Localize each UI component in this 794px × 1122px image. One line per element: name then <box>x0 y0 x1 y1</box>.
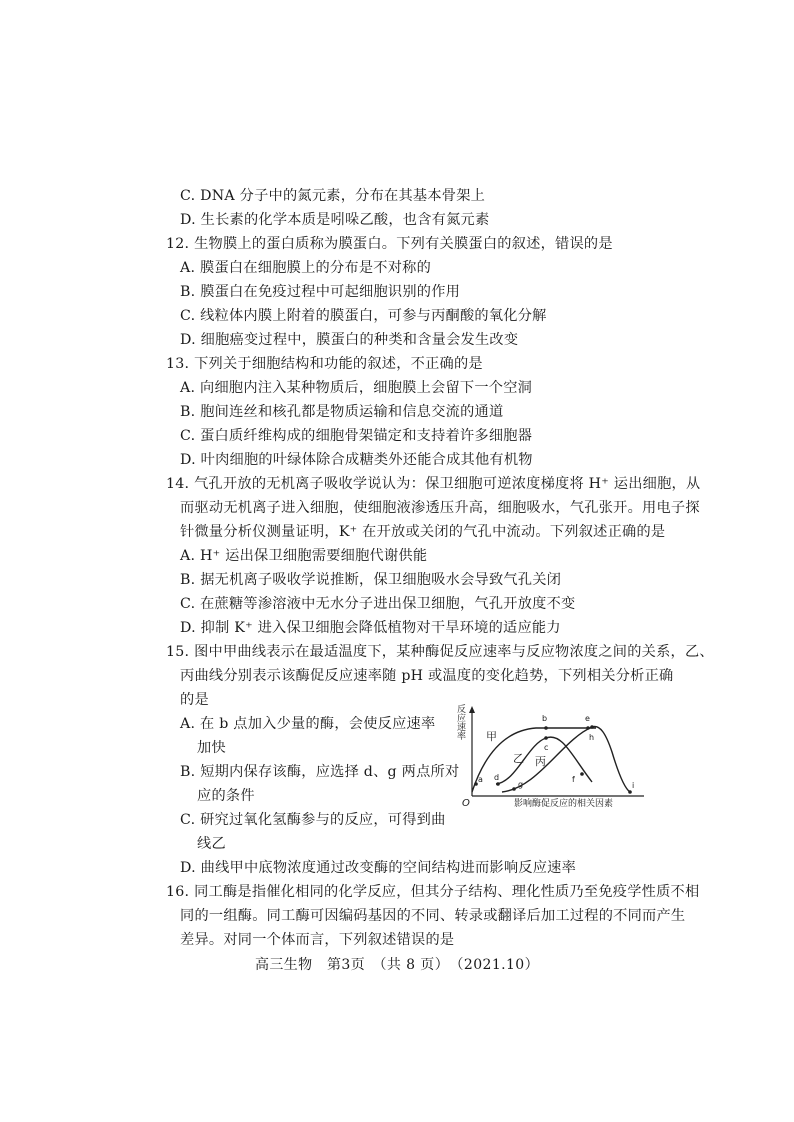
point-c-label: c <box>544 743 549 752</box>
q15-stem-line2: 丙曲线分别表示该酶促反应速率随 pH 或温度的变化趋势，下列相关分析正确 <box>180 668 674 684</box>
y-axis-label: 反应速率 <box>455 704 465 740</box>
point-i-label: i <box>632 781 635 790</box>
point-d-marker <box>496 782 500 786</box>
q15-option-a: A. 在 b 点加入少量的酶，会使反应速率 <box>180 716 436 732</box>
q11-option-d: D. 生长素的化学本质是吲哚乙酸，也含有氮元素 <box>180 212 490 228</box>
point-c-marker <box>544 736 548 740</box>
q14-stem-line1: 14. 气孔开放的无机离子吸收学说认为：保卫细胞可逆浓度梯度将 H⁺ 运出细胞，从 <box>166 476 701 492</box>
point-i-marker <box>628 790 632 794</box>
point-g-label: g <box>518 780 524 789</box>
q12-option-d: D. 细胞癌变过程中，膜蛋白的种类和含量会发生改变 <box>180 332 519 348</box>
q16-stem-line2: 同的一组酶。同工酶可因编码基因的不同、转录或翻译后加工过程的不同而产生 <box>180 908 686 924</box>
q15-option-b: B. 短期内保存该酶，应选择 d、g 两点所对 <box>180 764 460 780</box>
origin-label: O <box>462 798 470 809</box>
q14-option-a: A. H⁺ 运出保卫细胞需要细胞代谢供能 <box>180 548 428 564</box>
q14-option-c: C. 在蔗糖等渗溶液中无水分子进出保卫细胞，气孔开放度不变 <box>180 596 576 612</box>
y-axis-arrow <box>469 706 475 713</box>
x-axis-label: 影响酶促反应的相关因素 <box>514 799 614 809</box>
q15-option-b-cont: 应的条件 <box>197 788 255 804</box>
point-b-label: b <box>542 714 548 723</box>
q14-stem-line3: 针微量分析仪测量证明，K⁺ 在开放或关闭的气孔中流动。下列叙述正确的是 <box>180 524 666 540</box>
point-h-marker <box>590 725 594 729</box>
q14-option-b: B. 据无机离子吸收学说推断，保卫细胞吸水会导致气孔关闭 <box>180 572 562 588</box>
q13-option-c: C. 蛋白质纤维构成的细胞骨架锚定和支持着许多细胞器 <box>180 428 533 444</box>
q14-stem-line2: 而驱动无机离子进入细胞，使细胞液渗透压升高，细胞吸水，气孔张开。用电子探 <box>180 500 700 516</box>
curve-label-bing: 丙 <box>535 755 546 768</box>
q15-option-d: D. 曲线甲中底物浓度通过改变酶的空间结构进而影响反应速率 <box>180 860 577 876</box>
point-f-marker <box>580 772 584 776</box>
q14-option-d: D. 抑制 K⁺ 进入保卫细胞会降低植物对干旱环境的适应能力 <box>180 620 561 636</box>
point-f-label: f <box>572 775 575 784</box>
q13-stem: 13. 下列关于细胞结构和功能的叙述，不正确的是 <box>166 356 483 372</box>
q15-stem-line1: 15. 图中甲曲线表示在最适温度下，某种酶促反应速率与反应物浓度之间的关系，乙、 <box>166 644 714 660</box>
q12-stem: 12. 生物膜上的蛋白质称为膜蛋白。下列有关膜蛋白的叙述，错误的是 <box>166 236 613 252</box>
curve-label-yi: 乙 <box>513 752 524 765</box>
q15-option-c: C. 研究过氧化氢酶参与的反应，可得到曲 <box>180 812 446 828</box>
enzyme-rate-figure <box>455 700 672 812</box>
point-e-label: e <box>585 714 590 723</box>
q15-stem-line3: 的是 <box>180 692 209 708</box>
q15-option-c-cont: 线乙 <box>197 836 226 852</box>
point-h-label: h <box>589 733 595 742</box>
q11-option-c: C. DNA 分子中的氮元素，分布在其基本骨架上 <box>180 188 486 204</box>
q13-option-d: D. 叶肉细胞的叶绿体除合成糖类外还能合成其他有机物 <box>180 452 533 468</box>
q16-stem-line1: 16. 同工酶是指催化相同的化学反应，但其分子结构、理化性质乃至免疫学性质不相 <box>166 884 700 900</box>
q16-stem-line3: 差异。对同一个体而言，下列叙述错误的是 <box>180 932 455 948</box>
point-b-marker <box>544 726 548 730</box>
curve-label-jia: 甲 <box>486 730 497 743</box>
q13-option-b: B. 胞间连丝和核孔都是物质运输和信息交流的通道 <box>180 404 504 420</box>
point-e-marker <box>586 726 590 730</box>
point-a-label: a <box>478 775 483 784</box>
q13-option-a: A. 向细胞内注入某种物质后，细胞膜上会留下一个空洞 <box>180 380 533 396</box>
point-g-marker <box>512 787 516 791</box>
page-footer: 高三生物 第3页 （共 8 页） （2021.10） <box>254 957 539 973</box>
q12-option-c: C. 线粒体内膜上附着的膜蛋白，可参与丙酮酸的氧化分解 <box>180 308 547 324</box>
q15-option-a-cont: 加快 <box>197 740 226 756</box>
point-d-label: d <box>494 773 500 782</box>
q12-option-b: B. 膜蛋白在免疫过程中可起细胞识别的作用 <box>180 284 461 300</box>
q12-option-a: A. 膜蛋白在细胞膜上的分布是不对称的 <box>180 260 432 276</box>
